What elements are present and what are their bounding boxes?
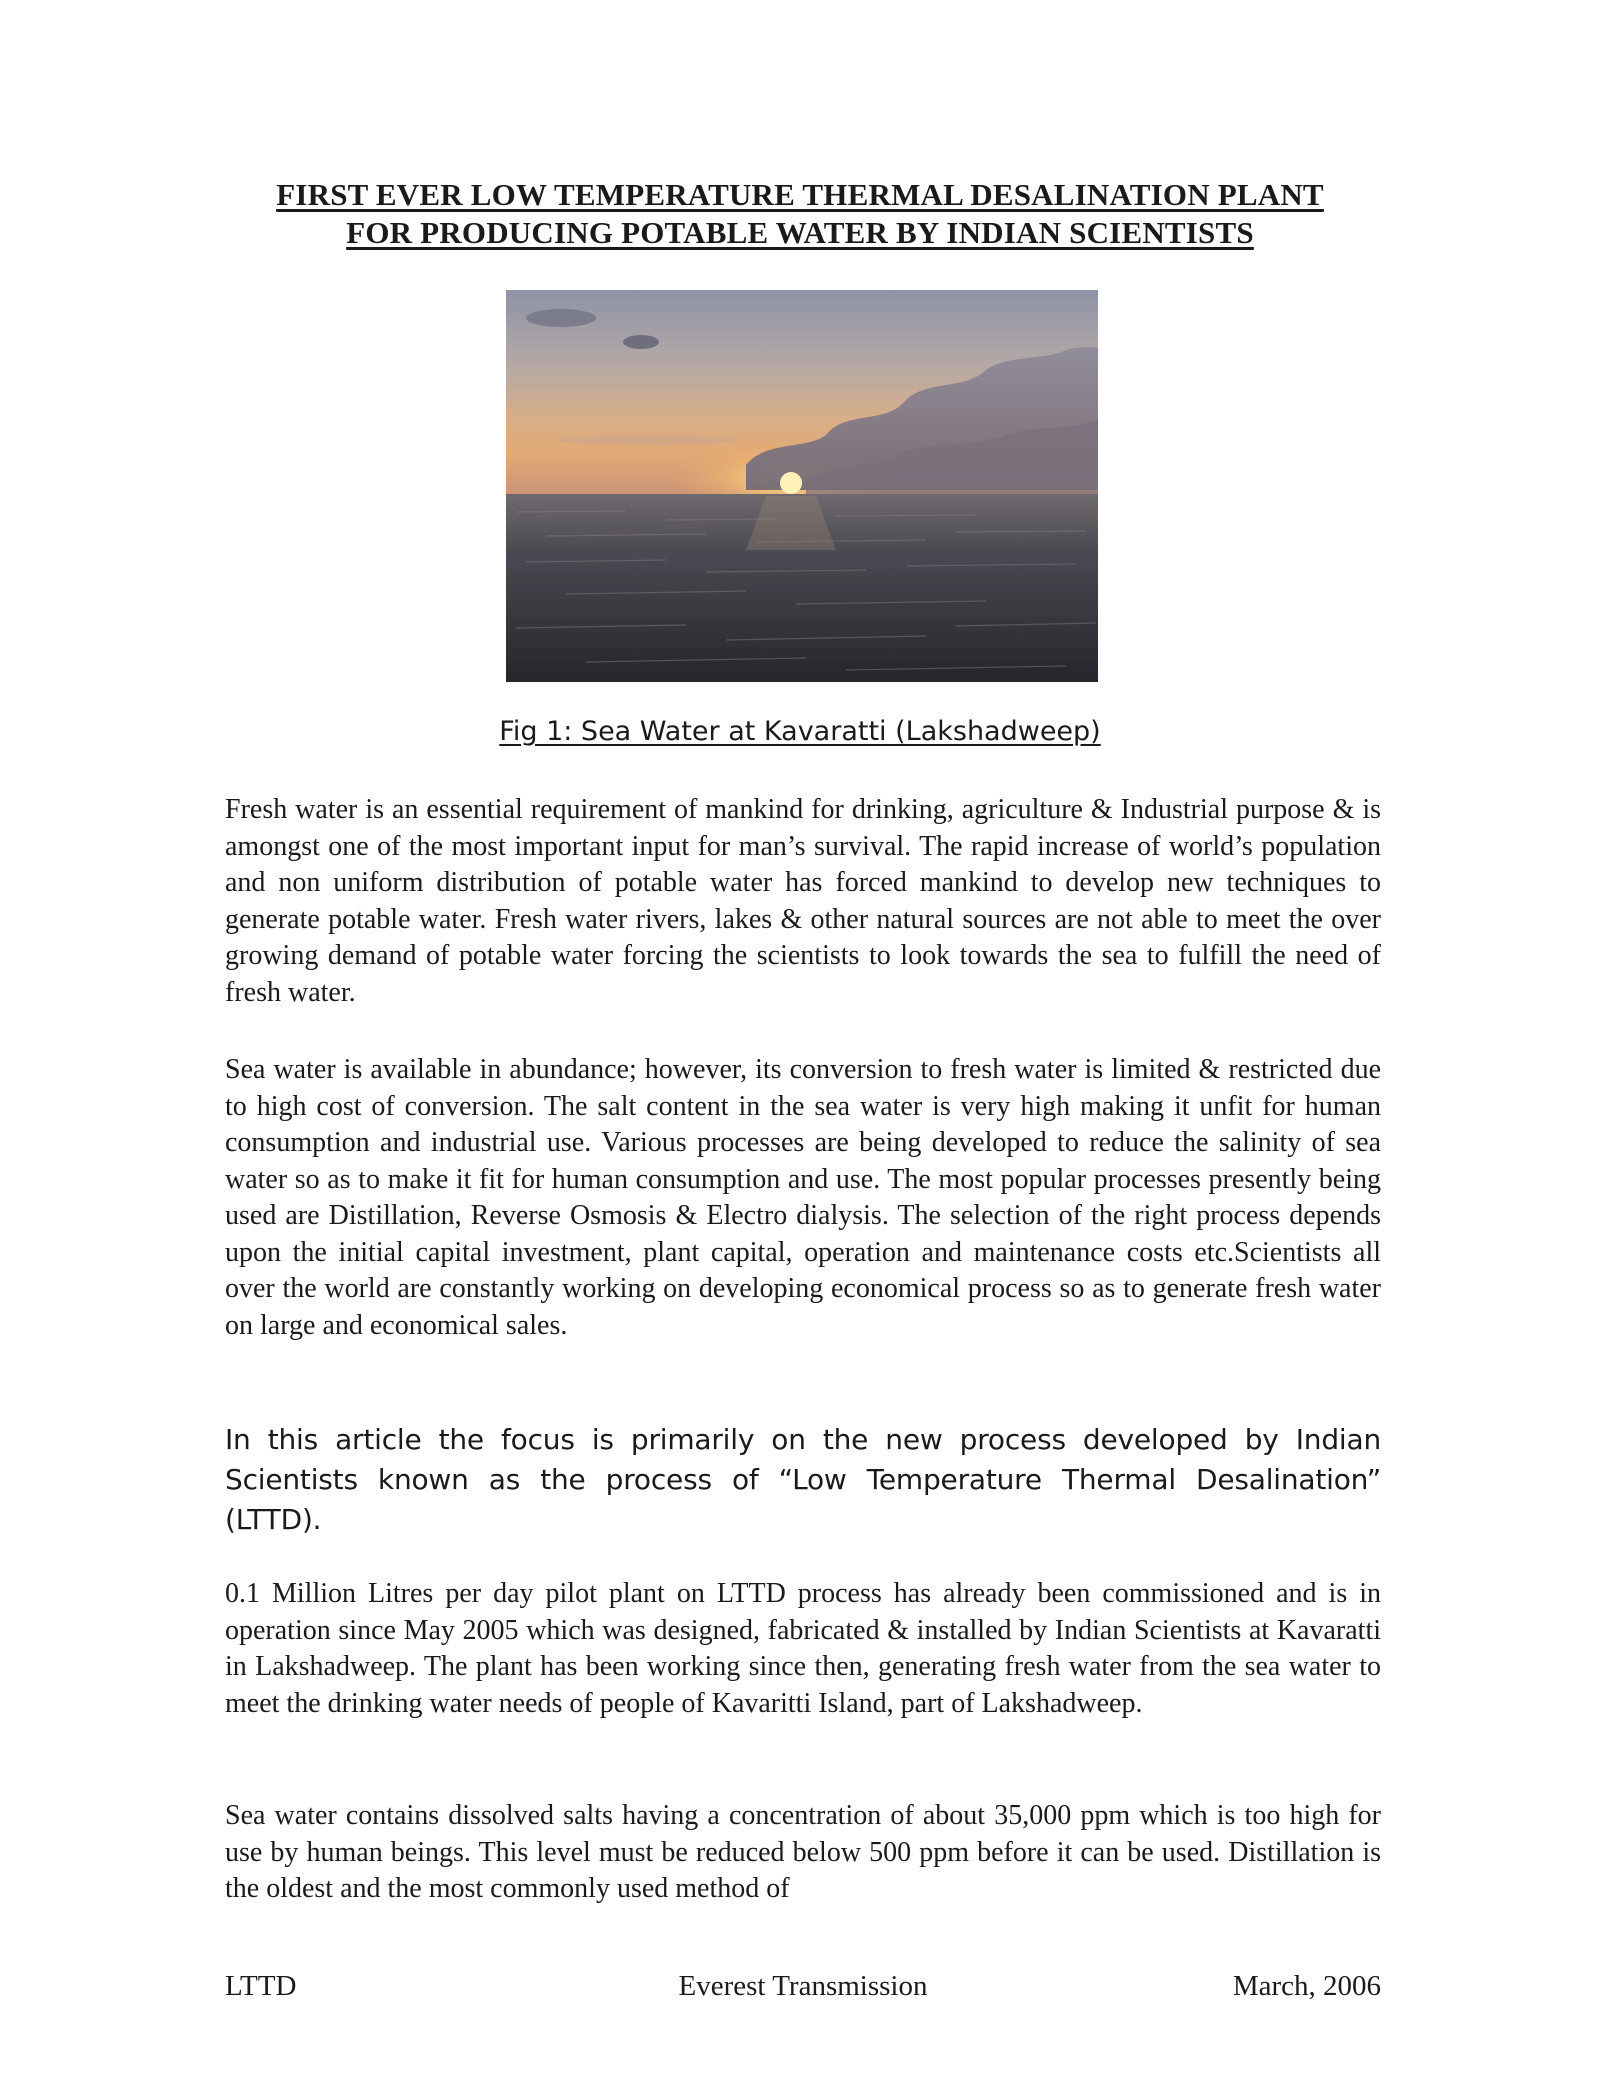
page-footer bbox=[225, 1970, 1381, 2010]
footer-left: LTTD bbox=[225, 1970, 297, 2002]
paragraph-pilot-plant: 0.1 Million Litres per day pilot plant on LTTD process has already been commissioned and is in operation since May 2005 which was designed, fabricated & installed by Indian Scientists at Kavaratti in Lakshadweep. The plant has been working since then, generating fresh water from the sea water to meet the drinking water needs of people of Kavaritti Island, part of Lakshadweep. bbox=[225, 1578, 1381, 1719]
footer-center: Everest Transmission bbox=[678, 1970, 928, 2002]
paragraph-sea-water: Sea water is available in abundance; however, its conversion to fresh water is limited & restricted due to high cost of conversion. The salt content in the sea water is very high making it unfit for human consumption and industrial use. Various processes are being developed to reduce the salinity of sea water so as to make it fit for human consumption and use. The most popular processes presently being used are Distillation, Reverse Osmosis & Electro dialysis. The selection of the right process depends upon the initial capital investment, plant capital, operation and maintenance costs etc.Scientists all over the world are constantly working on developing economical process so as to generate fresh water on large and economical sales. bbox=[225, 1054, 1381, 1341]
paragraph-fresh-water: Fresh water is an essential requirement of mankind for drinking, agriculture & Industrial purpose & is amongst one of the most important input for man’s survival. The rapid increase of world’s population and non uniform distribution of potable water has forced mankind to develop new techniques to generate potable water. Fresh water rivers, lakes & other natural sources are not able to meet the over growing demand of potable water forcing the scientists to look towards the sea to fulfill the need of fresh water. bbox=[225, 794, 1381, 1008]
paragraph-article-focus: In this article the focus is primarily on the new process developed by Indian Scientists known as the process of “Low Temperature Thermal Desalination” (LTTD). bbox=[225, 1423, 1381, 1536]
title-line-2: FOR PRODUCING POTABLE WATER BY INDIAN SCIENTISTS bbox=[346, 215, 1254, 250]
paragraph-dissolved-salts: Sea water contains dissolved salts having a concentration of about 35,000 ppm which is too high for use by human beings. This level must be reduced below 500 ppm before it can be used. Distillation is the oldest and the most commonly used method of bbox=[225, 1800, 1381, 1904]
title-line-1: FIRST EVER LOW TEMPERATURE THERMAL DESALINATION PLANT bbox=[276, 177, 1324, 212]
figure-caption: Fig 1: Sea Water at Kavaratti (Lakshadweep) bbox=[499, 716, 1101, 747]
sea-sunset-photo bbox=[506, 290, 1098, 682]
document-title bbox=[150, 176, 1450, 252]
footer-right: March, 2006 bbox=[1232, 1970, 1381, 2002]
